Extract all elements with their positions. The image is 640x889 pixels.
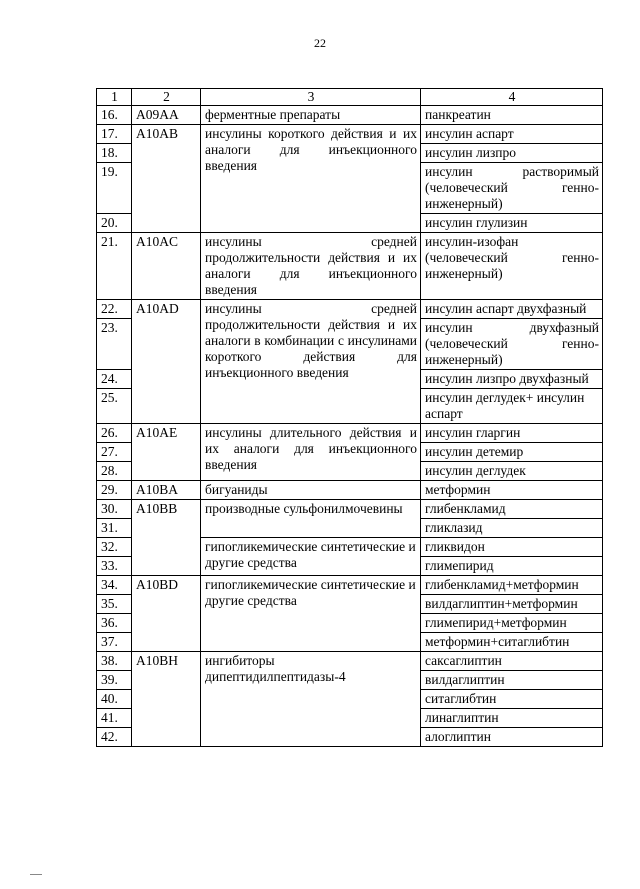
table-row (97, 300, 603, 319)
drug-name: панкреатин (421, 106, 603, 125)
table-row (97, 500, 603, 519)
table-header-row (97, 89, 603, 106)
atc-code: A10BA (132, 481, 201, 500)
table-row (97, 233, 603, 300)
drug-name: вилдаглиптин (421, 671, 603, 690)
table-row (97, 125, 603, 144)
table-row (97, 106, 603, 125)
header-cell: 4 (421, 89, 603, 106)
row-number: 33. (97, 557, 132, 576)
drug-name: инсулин детемир (421, 443, 603, 462)
row-number: 18. (97, 144, 132, 163)
row-number: 42. (97, 728, 132, 747)
drug-name: алоглиптин (421, 728, 603, 747)
row-number: 26. (97, 424, 132, 443)
drug-name: инсулин двухфазный (человеческий генно-инженерный) (421, 319, 603, 370)
drug-group: ферментные препараты (201, 106, 421, 125)
row-number: 39. (97, 671, 132, 690)
drug-name: инсулин лизпро двухфазный (421, 370, 603, 389)
row-number: 20. (97, 214, 132, 233)
page-number: 22 (314, 36, 326, 50)
drug-name: гликлазид (421, 519, 603, 538)
atc-code: A10AD (132, 300, 201, 424)
drug-group: инсулины средней продолжительности действия и их аналоги в комбинации с инсулинами короткого действия для инъекционного введения (201, 300, 421, 424)
drug-name: глимепирид+метформин (421, 614, 603, 633)
header-cell: 1 (97, 89, 132, 106)
atc-code: A10AB (132, 125, 201, 233)
row-number: 30. (97, 500, 132, 519)
row-number: 38. (97, 652, 132, 671)
row-number: 19. (97, 163, 132, 214)
atc-code: A10BD (132, 576, 201, 652)
row-number: 27. (97, 443, 132, 462)
drug-name: ситаглибтин (421, 690, 603, 709)
drug-group: гипогликемические синтетические и другие средства (201, 538, 421, 576)
drug-group: гипогликемические синтетические и другие средства (201, 576, 421, 652)
drug-name: гликвидон (421, 538, 603, 557)
row-number: 28. (97, 462, 132, 481)
drug-name: глимепирид (421, 557, 603, 576)
drug-name: линаглиптин (421, 709, 603, 728)
row-number: 29. (97, 481, 132, 500)
drug-name: саксаглиптин (421, 652, 603, 671)
drug-name: инсулин гларгин (421, 424, 603, 443)
row-number: 22. (97, 300, 132, 319)
header-cell: 3 (201, 89, 421, 106)
drug-name: вилдаглиптин+метформин (421, 595, 603, 614)
drug-group: инсулины короткого действия и их аналоги для инъекционного введения (201, 125, 421, 233)
row-number: 24. (97, 370, 132, 389)
drug-name: метформин+ситаглибтин (421, 633, 603, 652)
row-number: 37. (97, 633, 132, 652)
atc-code: A10BH (132, 652, 201, 747)
atc-code: A10AC (132, 233, 201, 300)
scan-mark (30, 874, 42, 875)
row-number: 36. (97, 614, 132, 633)
row-number: 35. (97, 595, 132, 614)
drug-name: метформин (421, 481, 603, 500)
table-row (97, 481, 603, 500)
drug-group: инсулины длительного действия и их аналоги для инъекционного введения (201, 424, 421, 481)
drug-group: инсулины средней продолжительности действия и их аналоги для инъекционного введения (201, 233, 421, 300)
row-number: 34. (97, 576, 132, 595)
drug-name: инсулин лизпро (421, 144, 603, 163)
row-number: 25. (97, 389, 132, 424)
drug-name: инсулин глулизин (421, 214, 603, 233)
atc-code: A10BB (132, 500, 201, 576)
row-number: 17. (97, 125, 132, 144)
drug-name: инсулин-изофан (человеческий генно-инженерный) (421, 233, 603, 300)
table-row (97, 424, 603, 443)
drug-name: глибенкламид (421, 500, 603, 519)
row-number: 23. (97, 319, 132, 370)
table-row (97, 576, 603, 595)
drug-table (96, 88, 603, 747)
drug-name: инсулин деглудек+ инсулин аспарт (421, 389, 603, 424)
row-number: 31. (97, 519, 132, 538)
drug-name: инсулин аспарт (421, 125, 603, 144)
table-row (97, 652, 603, 671)
header-cell: 2 (132, 89, 201, 106)
row-number: 16. (97, 106, 132, 125)
row-number: 41. (97, 709, 132, 728)
row-number: 21. (97, 233, 132, 300)
drug-name: инсулин аспарт двухфазный (421, 300, 603, 319)
drug-group: ингибиторы дипептидилпептидазы-4 (201, 652, 421, 747)
atc-code: A09AA (132, 106, 201, 125)
drug-group: бигуаниды (201, 481, 421, 500)
drug-name: инсулин растворимый (человеческий генно-инженерный) (421, 163, 603, 214)
drug-group: производные сульфонилмочевины (201, 500, 421, 538)
drug-name: инсулин деглудек (421, 462, 603, 481)
atc-code: A10AE (132, 424, 201, 481)
row-number: 40. (97, 690, 132, 709)
row-number: 32. (97, 538, 132, 557)
drug-name: глибенкламид+метформин (421, 576, 603, 595)
